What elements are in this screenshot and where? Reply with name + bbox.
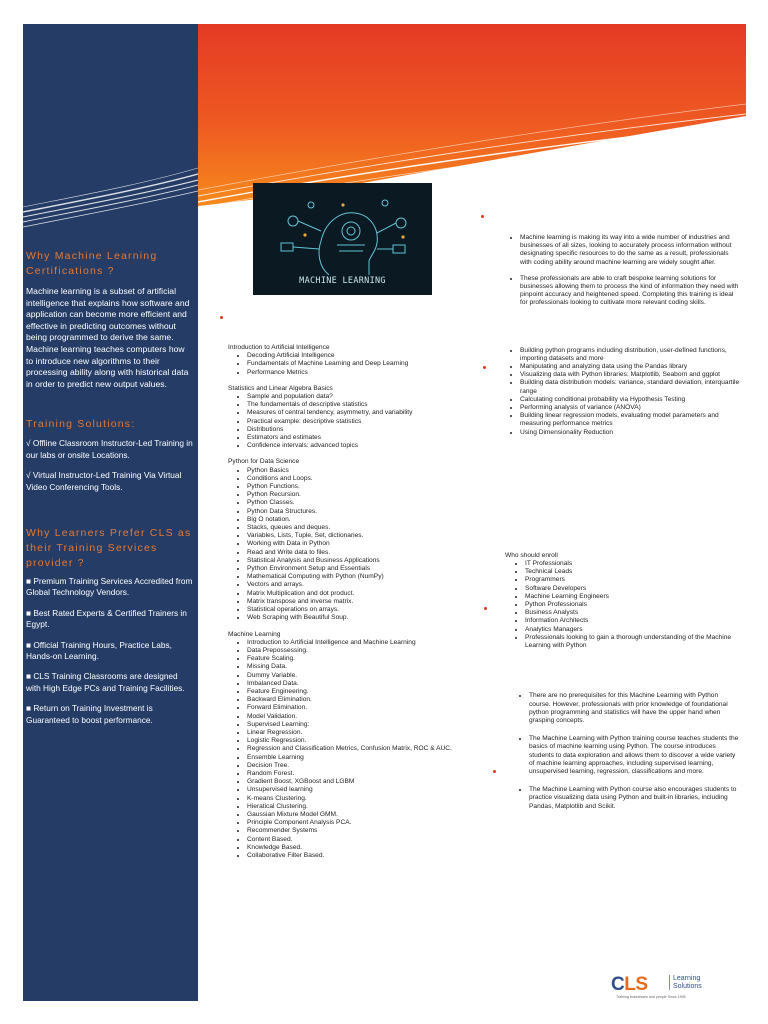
list-item: • Matrix transpose and inverse matrix. [247,598,488,606]
list-item: • Analytics Managers [525,626,741,634]
right-column [501,234,741,811]
list-item: • Gradient Boost, XGBoost and LGBM [247,778,488,786]
intro-ai-title: Introduction to Artificial Intelligence [228,344,330,351]
list-item: • K-means Clustering. [247,795,488,803]
list-item: • Python Recursion. [247,491,488,499]
machine-learning-image [253,183,432,295]
list-item: • Knowledge Based. [247,844,488,852]
list-item: • Distributions [247,426,488,434]
list-item: • Hieratical Clustering. [247,803,488,811]
list-item: • Statistical Analysis and Business Applications [247,557,488,565]
list-item: • Practical example: descriptive statistics [247,418,488,426]
prefer-item: ■ Best Rated Experts & Certified Trainers in Egypt. [26,607,187,630]
list-item: • Read and Write data to files. [247,549,488,557]
list-item: • Measures of central tendency, asymmetry, and variability [247,409,488,417]
ml-title: Machine Learning [228,630,281,638]
stats-title: Statistics and Linear Algebra Basics [228,384,333,392]
course-outline [228,344,488,860]
list-item: • Building data distribution models: variance, standard deviation, interquartile range [520,379,741,395]
ml-list [228,639,488,860]
training-item: √ Offline Classroom Instructor-Led Training in our labs or onsite Locations. [26,438,193,460]
red-bullet-dot [481,215,484,218]
enroll-list [501,560,741,650]
list-item: • Recommender Systems [247,827,488,835]
list-item: • Big O notation. [247,516,488,524]
list-item: • Ensemble Learning [247,754,488,762]
python-title: Python for Data Science [228,458,300,466]
list-item: • Principle Component Analysis PCA. [247,819,488,827]
list-item: • Python Functions. [247,483,488,491]
list-item: • Introduction to Artificial Intelligence and Machine Learning [247,639,488,647]
list-item: • Missing Data. [247,663,488,671]
why-cls-heading: Why Learners Prefer CLS as their Training Services provider ? [26,526,192,569]
prefer-item: ■ CLS Training Classrooms are designed with High Edge PCs and Training Facilities. [26,671,185,693]
list-item: • Manipulating and analyzing data using the Pandas library [520,363,741,371]
list-item: • Technical Leads [525,568,741,576]
prerequisites-list [501,692,741,810]
list-item: • Forward Elimination. [247,704,488,712]
prefer-item: ■ Premium Training Services Accredited from Global Technology Vendors. [26,575,193,598]
prefer-item: ■ Return on Training Investment is Guaranteed to boost performance. [26,703,153,725]
list-item: • IT Professionals [525,560,741,568]
who-should-enroll-title: Who should enroll [505,551,558,559]
list-item: • Python Environment Setup and Essentials [247,565,488,573]
list-item: • Regression and Classification Metrics, Confusion Matrix, ROC & AUC. [247,745,488,753]
cls-logo-mark: CLS [611,974,648,995]
list-item: • Information Architects [525,617,741,625]
list-item: • Visualizing data with Python libraries: Matplotlib, Seaborn and ggplot [520,371,741,379]
skills-list [501,347,741,437]
list-item: • Sample and population data? [247,393,488,401]
list-item: • Linear Regression. [247,729,488,737]
list-item: • Building python programs including distribution, user-defined functions, importing datasets and more [520,347,741,363]
list-item: • Software Developers [525,585,741,593]
python-list [228,467,488,623]
list-item: • Decoding Artificial Intelligence [247,352,488,360]
list-item: • Feature Engineering. [247,688,488,696]
list-item: • The Machine Learning with Python training course teaches students the basics of machine learning using Python. The course introduces students to data exploration and allows them to discover a wide variety of machine learning approaches, including supervised learning, unsupervised learning, regression, classifications and more. [529,735,741,776]
list-item: • Python Data Structures. [247,508,488,516]
intro-ai-list [228,352,488,377]
list-item: • Logistic Regression. [247,737,488,745]
list-item: • Feature Scaling. [247,655,488,663]
list-item: • Python Basics [247,467,488,475]
why-ml-heading: Why Machine Learning Certifications ? [26,250,158,277]
list-item: • There are no prerequisites for this Machine Learning with Python course. However, professionals with prior knowledge of foundational python programming and statistics will have the upper hand when grasping concepts. [529,692,741,725]
cls-logo [611,972,727,1001]
list-item: • Performing analysis of variance (ANOVA) [520,404,741,412]
hero-caption: MACHINE LEARNING [299,276,386,286]
list-item: • Estimators and estimates [247,434,488,442]
list-item: • Python Professionals [525,601,741,609]
list-item: • Data Prepossessing. [247,647,488,655]
list-item: • Dummy Variable. [247,672,488,680]
training-item: √ Virtual Instructor-Led Training Via Virtual Video Conferencing Tools. [26,470,182,492]
list-item: • Collaborative Filter Based. [247,852,488,860]
list-item: • Supervised Learning: [247,721,488,729]
cls-logo-text: Learning Solutions [669,975,702,990]
sidebar-swoosh-lines [23,24,198,264]
list-item: • Working with Data in Python [247,540,488,548]
red-bullet-dot [493,770,496,773]
sidebar-content [26,249,194,735]
list-item: • Matrix Multiplication and dot product. [247,590,488,598]
list-item: • Stacks, queues and deques. [247,524,488,532]
stats-list [228,393,488,450]
list-item: • Business Analysts [525,609,741,617]
list-item: • Decision Tree. [247,762,488,770]
list-item: • Professionals looking to gain a thorough understanding of the Machine Learning with Python [525,634,741,650]
cls-tagline: Training businesses and people Since 1995 [616,995,686,999]
list-item: • Vectors and arrays. [247,581,488,589]
list-item: • Model Validation. [247,713,488,721]
brochure-page [23,24,746,1001]
list-item: • Content Based. [247,836,488,844]
list-item: • Imbalanced Data. [247,680,488,688]
list-item: • Calculating conditional probability via Hypothesis Testing [520,396,741,404]
list-item: • Machine Learning Engineers [525,593,741,601]
list-item: • Conditions and Loops. [247,475,488,483]
list-item: • Performance Metrics [247,369,488,377]
list-item: • Building linear regression models, evaluating model parameters and measuring performance metrics [520,412,741,428]
list-item: • Unsupervised learning [247,786,488,794]
red-bullet-dot [220,316,223,319]
sidebar [23,24,198,1001]
list-item: • Fundamentals of Machine Learning and Deep Learning [247,360,488,368]
list-item: • These professionals are able to craft bespoke learning solutions for businesses allowing them to process the kind of information they need with pinpoint accuracy and heightened speed. Completing this training is ideal for professionals looking to cultivate more relevant coding skills. [520,275,741,308]
prefer-item: ■ Official Training Hours, Practice Labs, Hands-on Learning. [26,639,172,661]
list-item: • Statistical operations on arrays. [247,606,488,614]
list-item: • Programmers [525,576,741,584]
list-item: • Gaussian Mixture Model GMM. [247,811,488,819]
list-item: • The fundamentals of descriptive statistics [247,401,488,409]
list-item: • Python Classes. [247,499,488,507]
list-item: • Confidence intervals: advanced topics [247,442,488,450]
list-item: • Using Dimensionality Reduction [520,429,741,437]
list-item: • Random Forest. [247,770,488,778]
list-item: • Machine learning is making its way into a wide number of industries and businesses of all sizes, looking to accurately process information without designating specific resources to do the same as a result, professionals with coding ability around machine learning are widely sought after. [520,234,741,267]
why-ml-text: Machine learning is a subset of artificial intelligence that explains how software and application can become more efficient and effective in predicting outcomes without being programmed to derive the same. Machine learning teaches computers how to introduce new algorithms to their processing ability along with historical data in order to predict new output values. [26,286,190,389]
overview-list [501,234,741,308]
list-item: • Variables, Lists, Tuple, Set, dictionaries. [247,532,488,540]
list-item: • Mathematical Computing with Python (NumPy) [247,573,488,581]
list-item: • The Machine Learning with Python course also encourages students to practice visualizing data using Python and built-in libraries, including Pandas, Matplotlib and Scikit. [529,786,741,811]
training-solutions-heading: Training Solutions: [26,418,136,431]
list-item: • Web Scraping with Beautiful Soup. [247,614,488,622]
list-item: • Backward Elimination. [247,696,488,704]
